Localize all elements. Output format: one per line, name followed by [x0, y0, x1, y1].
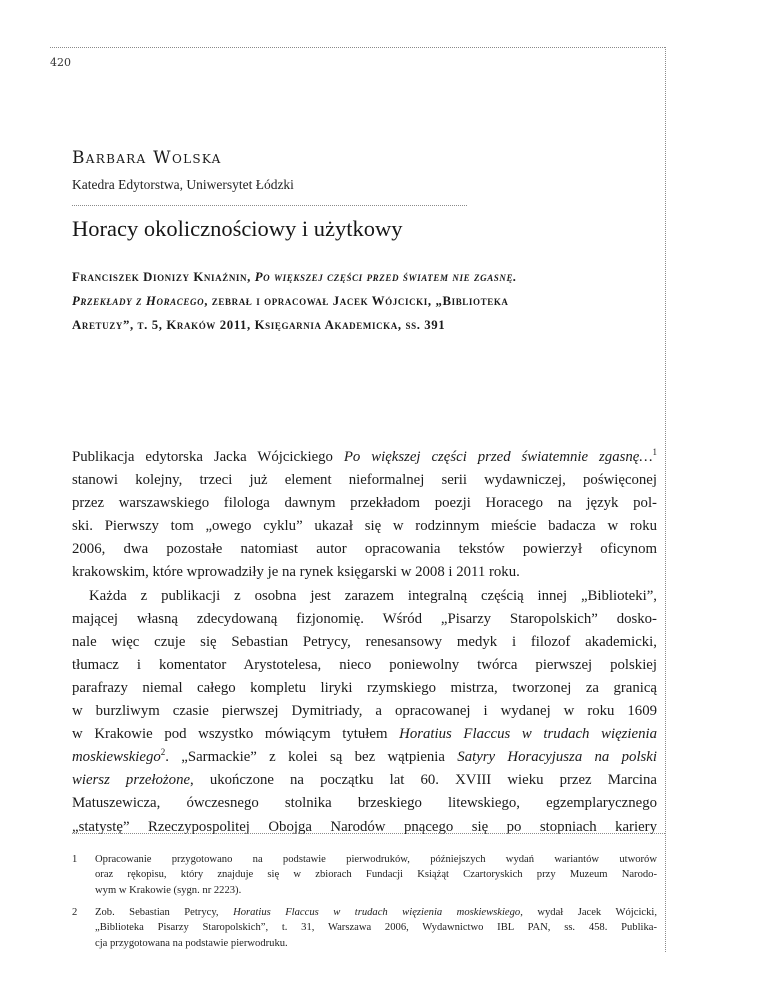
footnote-ref-1[interactable]: 1 [652, 447, 657, 458]
footnote-text: Opracowanie przygotowano na podstawie pierwodruków, późniejszych wydań wariantów utworów oraz rękopisu, który znajduje się w zbiorach Fundacji Książąt Czartoryskich przy Muzeum Narodo- wym w Krakowie (sygn. nr 2223). [95, 854, 657, 896]
body-line: parafrazy niemal całego kompletu liryki rzymskiego mistrza, tworzonej za granicą [72, 679, 657, 696]
body-line: nale więc czuje się Sebastian Petrycy, renesansowy medyk i filozof akademicki, [72, 633, 657, 650]
footnote-text: Zob. Sebastian Petrycy, Horatius Flaccus w trudach więzienia moskiewskiego, wydał Jacek Wójcicki, „Biblioteka Pisarzy Staropolskich”, t. 31, Warszawa 2006, Wydawnictwo IBL PAN, ss. 458. Publika- cja przygotowana na podstawie pierwodruku. [95, 907, 657, 949]
body-line: przez warszawskiego filologa dawnym przekładom poezji Horacego na język pol- [72, 495, 657, 512]
body-line: mającej własną zdecydowaną fizjonomię. Wśród „Pisarzy Staropolskich” dosko- [72, 610, 657, 627]
right-dotted-rule [665, 47, 666, 952]
body-line: stanowi kolejny, trzeci już element nieformalnej serii wydawniczej, poświęconej [72, 472, 657, 489]
footnote-number: 2 [72, 907, 78, 918]
body-line: wiersz przełożone, ukończone na początku lat 60. XVIII wieku przez Marcina [72, 772, 658, 789]
body-line: ski. Pierwszy tom „owego cyklu” ukazał się w rodzinnym mieście badacza w roku [72, 518, 657, 535]
body-line: w burzliwym czasie pierwszej Dymitriady, a opracowanej i wydanej w roku 1609 [72, 703, 657, 720]
footnote-dotted-rule [72, 833, 665, 834]
page-number: 420 [50, 56, 71, 69]
bib-line-1: Franciszek Dionizy Kniaźnin, Po większej części przed światem nie zgasnę. [72, 270, 517, 284]
body-line: krakowskim, które wprowadziły je na rynek księgarski w 2008 i 2011 roku. [72, 564, 520, 581]
body-line: Publikacja edytorska Jacka Wójcickiego Po większej części przed światemnie zgasnę…$^1$ [72, 447, 657, 465]
body-line: w Krakowie pod wszystko mówiącym tytułem Horatius Flaccus w trudach więzienia [72, 726, 657, 743]
body-line: „statystę” Rzeczypospolitej Obojga Narodów pnącego się po stopniach kariery [72, 818, 657, 835]
body-line: Matuszewicza, ówczesnego stolnika brzeskiego litewskiego, egzemplarycznego [72, 795, 657, 812]
top-dotted-rule [50, 47, 665, 48]
bibliographic-reference [72, 265, 662, 337]
bib-line-2: Przekłady z Horacego, zebrał i opracował Jacek Wójcicki, „Biblioteka [72, 294, 509, 308]
article-title: Horacy okolicznościowy i użytkowy [72, 216, 403, 241]
body-line: tłumacz i komentator Arystotelesa, nieco poniewolny twórca pierwszej polskiej [72, 656, 657, 673]
footnote-number: 1 [72, 854, 78, 865]
footnote-ref-2[interactable]: 2 [160, 747, 166, 758]
body-line: moskiewskiego$^2$. „Sarmackie” z kolei są bez wątpienia Satyry Horacyjusza na polski [72, 747, 657, 766]
title-dotted-rule [72, 205, 467, 206]
author-name: Barbara Wolska [72, 148, 222, 168]
body-text [72, 446, 657, 839]
bib-line-3: Aretuzy”, t. 5, Kraków 2011, Księgarnia Akademicka, ss. 391 [72, 318, 446, 332]
body-line: 2006, dwa pozostałe natomiast autor opracowania tekstów powierzył oficynom [72, 541, 657, 558]
body-line: Każda z publikacji z osobna jest zarazem integralną częścią innej „Biblioteki”, [89, 587, 657, 604]
author-affiliation: Katedra Edytorstwa, Uniwersytet Łódzki [72, 177, 294, 192]
